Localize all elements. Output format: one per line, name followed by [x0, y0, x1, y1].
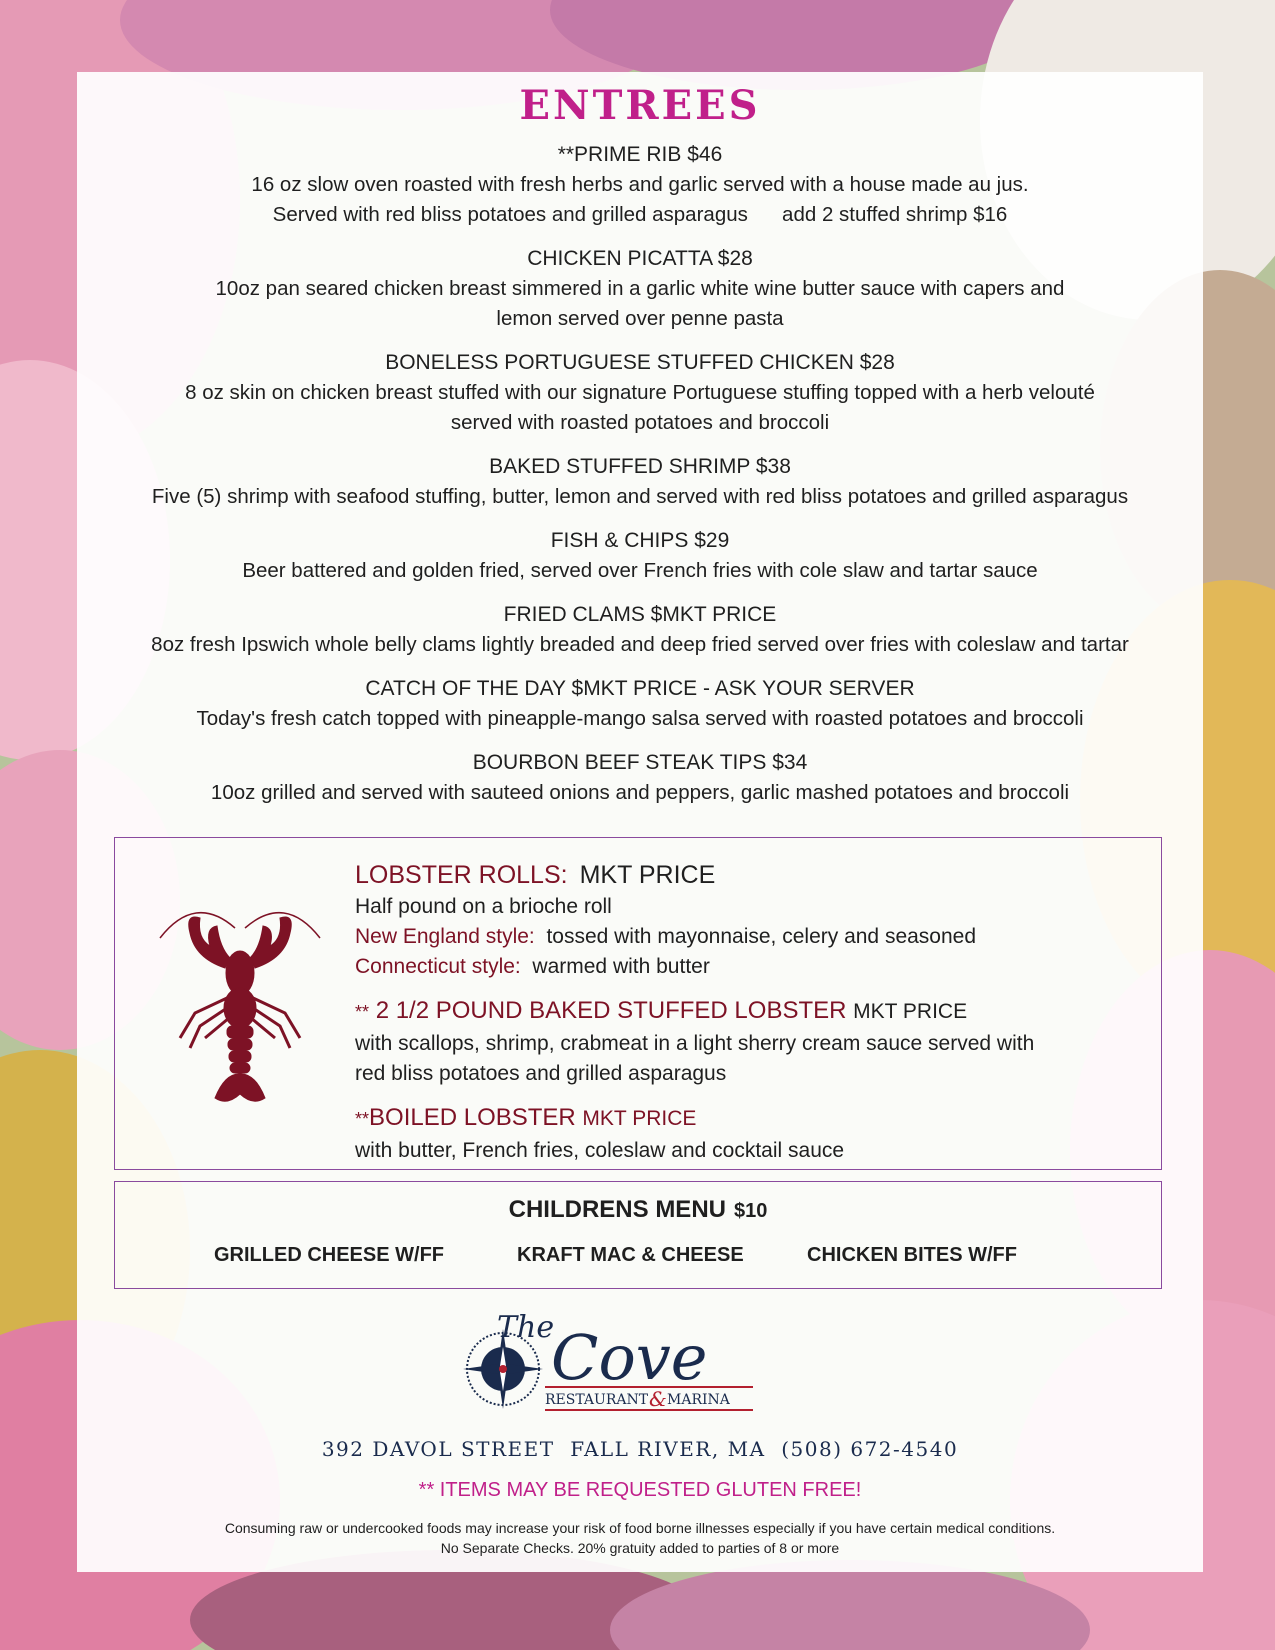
item-description: 8 oz skin on chicken breast stuffed with our signature Portuguese stuffing topped with a herb velouté [185, 381, 1095, 404]
stuffed-lobster-description: red bliss potatoes and grilled asparagus [355, 1062, 727, 1085]
stuffed-lobster-description: with scallops, shrimp, crabmeat in a light sherry cream sauce served with [355, 1032, 1035, 1055]
item-name: CHICKEN PICATTA $28 [527, 247, 753, 270]
childrens-menu-price: $10 [733, 1200, 768, 1222]
menu-item [77, 600, 1203, 660]
menu-item [77, 452, 1203, 512]
childrens-menu-heading [115, 1196, 1161, 1224]
logo-tagline-b: MARINA [667, 1392, 730, 1408]
menu-item [77, 748, 1203, 808]
cove-logo [463, 1307, 763, 1412]
kids-item: CHICKEN BITES W/FF [807, 1244, 1017, 1266]
item-description: 10oz pan seared chicken breast simmered in a garlic white wine butter sauce with capers and [215, 277, 1065, 300]
menu-item [77, 244, 1203, 334]
boiled-lobster-heading [355, 1101, 1145, 1136]
item-name: CATCH OF THE DAY $MKT PRICE - ASK YOUR SERVER [365, 677, 915, 700]
lobster-rolls-title: LOBSTER ROLLS: [355, 861, 568, 889]
menu-panel [77, 72, 1203, 1572]
item-description: served with roasted potatoes and broccoli [450, 411, 830, 434]
gratuity-note: No Separate Checks. 20% gratuity added to parties of 8 or more [440, 1540, 840, 1556]
stuffed-lobster-heading [355, 994, 1145, 1029]
menu-item [77, 674, 1203, 734]
address: 392 DAVOL STREET FALL RIVER, MA (508) 672-4540 [321, 1437, 959, 1461]
connecticut-style [355, 952, 1145, 982]
item-name: FRIED CLAMS $MKT PRICE [503, 603, 777, 626]
kids-item: KRAFT MAC & CHEESE [517, 1244, 744, 1266]
item-name: BAKED STUFFED SHRIMP $38 [489, 455, 791, 478]
lobster-section [114, 837, 1162, 1170]
logo-the: The [497, 1310, 555, 1345]
connecticut-description: warmed with butter [532, 955, 710, 978]
gluten-free-marker: ** [355, 1002, 370, 1022]
item-name: FISH & CHIPS $29 [550, 529, 730, 552]
menu-item [77, 348, 1203, 438]
boiled-lobster-price: MKT PRICE [582, 1107, 697, 1130]
childrens-menu-title: CHILDRENS MENU [508, 1196, 726, 1223]
boiled-lobster-description: with butter, French fries, coleslaw and cocktail sauce [355, 1139, 845, 1162]
item-name: **PRIME RIB $46 [557, 143, 723, 166]
item-description: 16 oz slow oven roasted with fresh herbs and garlic served with a house made au jus. [251, 173, 1029, 196]
entrees-list [77, 140, 1203, 822]
childrens-menu [114, 1181, 1162, 1289]
boiled-lobster-title: BOILED LOBSTER [369, 1104, 576, 1131]
lobster-details [355, 858, 1145, 1166]
item-description: Five (5) shrimp with seafood stuffing, butter, lemon and served with red bliss potatoes and grilled asparagus [151, 485, 1129, 508]
item-description: lemon served over penne pasta [496, 307, 784, 330]
kids-item: GRILLED CHEESE W/FF [214, 1244, 444, 1266]
stuffed-lobster-price: MKT PRICE [853, 1000, 968, 1023]
stuffed-lobster-title: 2 1/2 POUND BAKED STUFFED LOBSTER [375, 997, 847, 1024]
logo-tagline-amp: & [649, 1387, 667, 1411]
item-description: 8oz fresh Ipswich whole belly clams lightly breaded and deep fried served over fries with coleslaw and tartar [151, 633, 1129, 656]
new-england-label: New England style: [355, 925, 535, 948]
lobster-icon [155, 898, 325, 1108]
menu-item [77, 526, 1203, 586]
new-england-style [355, 922, 1145, 952]
page-title: ENTREES [519, 82, 761, 129]
item-description: 10oz grilled and served with sauteed onions and peppers, garlic mashed potatoes and broccoli [210, 781, 1070, 804]
new-england-description: tossed with mayonnaise, celery and seasoned [546, 925, 977, 948]
fine-print [77, 1518, 1203, 1558]
lobster-rolls-price: MKT PRICE [579, 861, 716, 889]
lobster-rolls-heading [355, 858, 1145, 892]
logo-tagline-a: RESTAURANT [545, 1392, 649, 1408]
item-description: Served with red bliss potatoes and grilled asparagus add 2 stuffed shrimp $16 [272, 203, 1008, 226]
gluten-free-note: ** ITEMS MAY BE REQUESTED GLUTEN FREE! [418, 1479, 862, 1501]
item-description: Today's fresh catch topped with pineapple-mango salsa served with roasted potatoes and broccoli [196, 707, 1084, 730]
item-name: BONELESS PORTUGUESE STUFFED CHICKEN $28 [385, 351, 895, 374]
item-name: BOURBON BEEF STEAK TIPS $34 [472, 751, 808, 774]
menu-item [77, 140, 1203, 230]
lobster-rolls-description: Half pound on a brioche roll [355, 895, 612, 918]
health-warning: Consuming raw or undercooked foods may increase your risk of food borne illnesses especially if you have certain medical conditions. [224, 1520, 1056, 1536]
gluten-free-marker: ** [355, 1109, 370, 1129]
connecticut-label: Connecticut style: [355, 955, 521, 978]
logo-name: Cove [551, 1321, 708, 1394]
item-description: Beer battered and golden fried, served over French fries with cole slaw and tartar sauce [242, 559, 1038, 582]
